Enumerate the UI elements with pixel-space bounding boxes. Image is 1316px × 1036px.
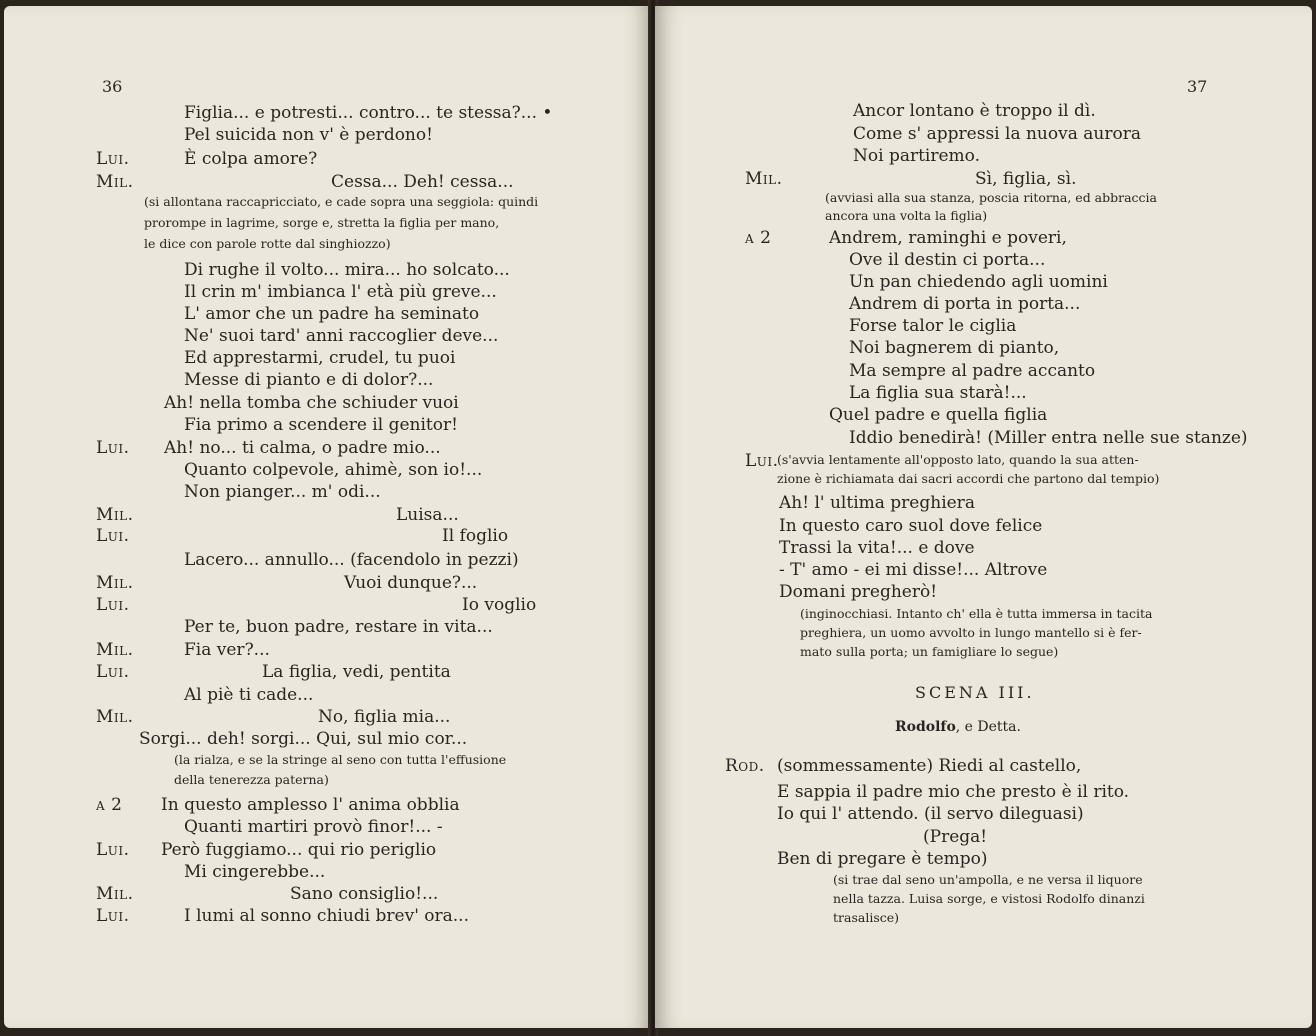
verse-line: I lumi al sonno chiudi brev' ora... — [184, 906, 469, 926]
verse-line: Io qui l' attendo. (il servo dileguasi) — [777, 804, 1084, 824]
character-rest: , e Detta. — [955, 719, 1021, 735]
verse-line: E sappia il padre mio che presto è il rito. — [777, 782, 1130, 802]
verse-line: L' amor che un padre ha seminato — [184, 304, 480, 324]
verse-line: Vuoi dunque?... — [344, 573, 478, 593]
verse-line: Non pianger... m' odi... — [184, 482, 381, 502]
verse-line: In questo amplesso l' anima obblia — [161, 795, 460, 815]
verse-line: In questo caro suol dove felice — [779, 516, 1043, 536]
verse-line: Però fuggiamo... qui rio periglio — [161, 840, 437, 860]
verse-line: Mi cingerebbe... — [184, 862, 326, 882]
speaker-label: Mil. — [96, 172, 134, 192]
speaker-label: Lui. — [96, 438, 130, 458]
stage-direction: (s'avvia lentamente all'opposto lato, quando la sua atten- — [777, 452, 1139, 467]
verse-line: Fia primo a scendere il genitor! — [184, 415, 458, 435]
stage-direction: mato sulla porta; un famigliare lo segue) — [800, 644, 1059, 659]
stage-direction: trasalisce) — [833, 910, 900, 925]
right-page — [655, 6, 1312, 1028]
verse-line: Quanto colpevole, ahimè, son io!... — [184, 460, 483, 480]
verse-line: Domani pregherò! — [779, 582, 938, 602]
verse-line: Figlia... e potresti... contro... te stessa?... • — [184, 103, 553, 123]
speaker-label: Mil. — [96, 884, 134, 904]
speaker-label: Lui. — [96, 906, 130, 926]
speaker-label: Lui. — [745, 451, 779, 471]
stage-direction: prorompe in lagrime, sorge e, stretta la figlia per mano, — [144, 215, 500, 230]
stage-direction: ancora una volta la figlia) — [825, 208, 988, 223]
speaker-label: Mil. — [96, 573, 134, 593]
stage-direction: preghiera, un uomo avvolto in lungo mantello si è fer- — [800, 625, 1142, 640]
speaker-label: Mil. — [745, 169, 783, 189]
verse-line: (sommessamente) Riedi al castello, — [777, 756, 1082, 776]
stage-direction: zione è richiamata dai sacri accordi che partono dal tempio) — [777, 471, 1160, 486]
verse-line: Ma sempre al padre accanto — [849, 361, 1096, 381]
verse-line: Il crin m' imbianca l' età più greve... — [184, 282, 497, 302]
page-number: 36 — [102, 77, 123, 96]
stage-direction: (si trae dal seno un'ampolla, e ne versa il liquore — [833, 872, 1143, 887]
verse-line: - T' amo - ei mi disse!... Altrove — [779, 560, 1048, 580]
verse-line: È colpa amore? — [184, 149, 318, 169]
speaker-label: Rod. — [725, 756, 765, 776]
verse-line: Noi bagnerem di pianto, — [849, 338, 1060, 358]
verse-line: Ove il destin ci porta... — [849, 250, 1046, 270]
speaker-label: Lui. — [96, 526, 130, 546]
scene-title: SCENA III. — [915, 683, 1035, 702]
stage-direction: (inginocchiasi. Intanto ch' ella è tutta immersa in tacita — [800, 606, 1153, 621]
speaker-label: a 2 — [96, 795, 123, 815]
verse-line: Il foglio — [442, 526, 509, 546]
verse-line: Andrem di porta in porta... — [849, 294, 1081, 314]
verse-line: Ah! nella tomba che schiuder vuoi — [164, 393, 459, 413]
verse-line: Ah! no... ti calma, o padre mio... — [164, 438, 441, 458]
left-page — [4, 6, 651, 1028]
verse-line: Sì, figlia, sì. — [975, 169, 1077, 189]
speaker-label: Mil. — [96, 707, 134, 727]
stage-direction: (avviasi alla sua stanza, poscia ritorna, ed abbraccia — [825, 190, 1158, 205]
verse-line: Al piè ti cade... — [184, 685, 314, 705]
verse-line: Lacero... annullo... (facendolo in pezzi) — [184, 550, 519, 570]
verse-line: Ed apprestarmi, crudel, tu puoi — [184, 348, 456, 368]
verse-line: Iddio benedirà! (Miller entra nelle sue stanze) — [849, 428, 1248, 448]
verse-line: Messe di pianto e di dolor?... — [184, 370, 434, 390]
verse-line: Di rughe il volto... mira... ho solcato... — [184, 260, 510, 280]
speaker-label: a 2 — [745, 228, 772, 248]
verse-line: Andrem, raminghi e poveri, — [829, 228, 1067, 248]
verse-line: (Prega! — [923, 827, 988, 847]
verse-line: Luisa... — [396, 505, 459, 525]
verse-line: Come s' appressi la nuova aurora — [853, 124, 1141, 144]
speaker-label: Mil. — [96, 505, 134, 525]
characters-line — [895, 716, 1021, 738]
verse-line: Ancor lontano è troppo il dì. — [853, 101, 1096, 121]
verse-line: Ah! l' ultima preghiera — [779, 493, 975, 513]
stage-direction: della tenerezza paterna) — [174, 772, 329, 787]
verse-line: La figlia, vedi, pentita — [262, 662, 451, 682]
verse-line: Ne' suoi tard' anni raccoglier deve... — [184, 326, 499, 346]
verse-line: Per te, buon padre, restare in vita... — [184, 617, 493, 637]
verse-line: Forse talor le ciglia — [849, 316, 1017, 336]
verse-line: Sorgi... deh! sorgi... Qui, sul mio cor... — [139, 729, 468, 749]
verse-line: Cessa... Deh! cessa... — [331, 172, 514, 192]
verse-line: Sano consiglio!... — [290, 884, 439, 904]
verse-line: Pel suicida non v' è perdono! — [184, 125, 433, 145]
verse-line: Quel padre e quella figlia — [829, 405, 1048, 425]
verse-line: Noi partiremo. — [853, 146, 981, 166]
speaker-label: Lui. — [96, 662, 130, 682]
speaker-label: Mil. — [96, 640, 134, 660]
stage-direction: le dice con parole rotte dal singhiozzo) — [144, 236, 391, 251]
verse-line: Trassi la vita!... e dove — [779, 538, 975, 558]
character-name: Rodolfo — [895, 719, 956, 735]
verse-line: La figlia sua starà!... — [849, 383, 1027, 403]
speaker-label: Lui. — [96, 595, 130, 615]
stage-direction: (si allontana raccapricciato, e cade sopra una seggiola: quindi — [144, 194, 539, 209]
speaker-label: Lui. — [96, 149, 130, 169]
verse-line: Quanti martiri provò finor!... - — [184, 817, 443, 837]
verse-line: Un pan chiedendo agli uomini — [849, 272, 1108, 292]
stage-direction: nella tazza. Luisa sorge, e vistosi Rodolfo dinanzi — [833, 891, 1145, 906]
verse-line: No, figlia mia... — [318, 707, 451, 727]
stage-direction: (la rialza, e se la stringe al seno con tutta l'effusione — [174, 752, 507, 767]
verse-line: Ben di pregare è tempo) — [777, 849, 988, 869]
page-number: 37 — [1187, 77, 1208, 96]
verse-line: Fia ver?... — [184, 640, 270, 660]
verse-line: Io voglio — [462, 595, 537, 615]
speaker-label: Lui. — [96, 840, 130, 860]
